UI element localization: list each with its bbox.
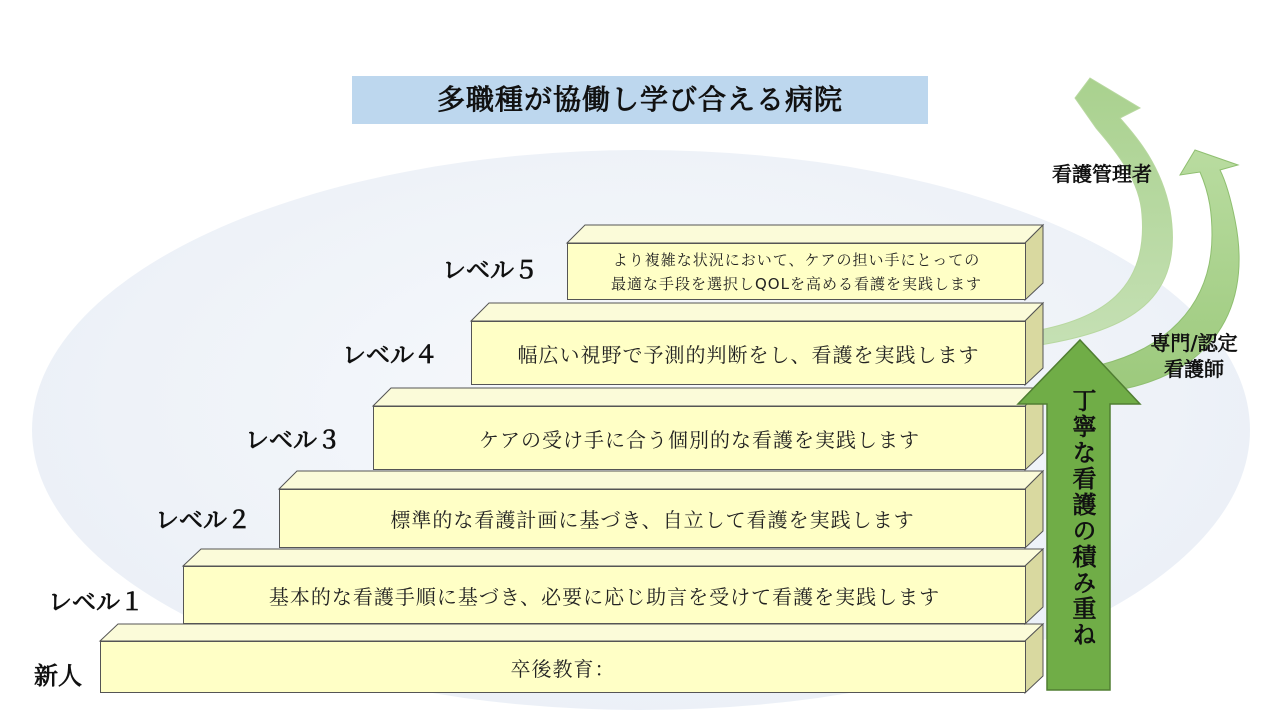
level-label-4: レベル４ (342, 341, 438, 369)
level-label-1: レベル１ (48, 588, 144, 616)
step-top-5 (567, 225, 1043, 243)
step-face-3 (373, 406, 1026, 470)
step-face-0 (100, 641, 1026, 693)
step-top-1 (183, 549, 1043, 566)
step-text-4: 幅広い視野で予測的判断をし、看護を実践します (517, 342, 980, 367)
step-text-5-line2: 最適な手段を選択しQOLを高める看護を実践します (611, 274, 982, 293)
step-text-5-line1: より複雑な状況において、ケアの担い手にとっての (612, 250, 981, 269)
specialist-label-line1: 専門/認定 (1150, 331, 1238, 355)
step-text-1: 基本的な看護手順に基づき、必要に応じ助言を受けて看護を実践します (268, 584, 941, 609)
step-top-0 (100, 624, 1043, 641)
manager-label: 看護管理者 (1052, 162, 1152, 186)
step-text-2: 標準的な看護計画に基づき、自立して看護を実践します (390, 508, 915, 532)
level-label-5: レベル５ (442, 256, 538, 284)
step-face-2 (279, 489, 1026, 548)
step-top-4 (471, 303, 1043, 321)
step-top-2 (279, 471, 1043, 489)
step-face-1 (183, 566, 1026, 624)
step-top-3 (373, 388, 1043, 406)
level-label-2: レベル２ (155, 506, 251, 534)
manager-curve-arrow (1040, 78, 1172, 345)
specialist-label (1132, 330, 1256, 382)
page-title: 多職種が協働し学び合える病院 (352, 76, 928, 124)
accumulation-arrow-text: 丁寧な看護の積み重ね (1068, 388, 1096, 648)
step-text-3: ケアの受け手に合う個別的な看護を実践します (479, 427, 920, 452)
level-label-0: 新人 (34, 662, 82, 690)
specialist-label-line2: 看護師 (1164, 357, 1224, 381)
level-label-3: レベル３ (245, 426, 341, 454)
step-face-5 (567, 243, 1026, 300)
step-text-0: 卒後教育： (510, 656, 616, 681)
step-face-4 (471, 321, 1026, 385)
